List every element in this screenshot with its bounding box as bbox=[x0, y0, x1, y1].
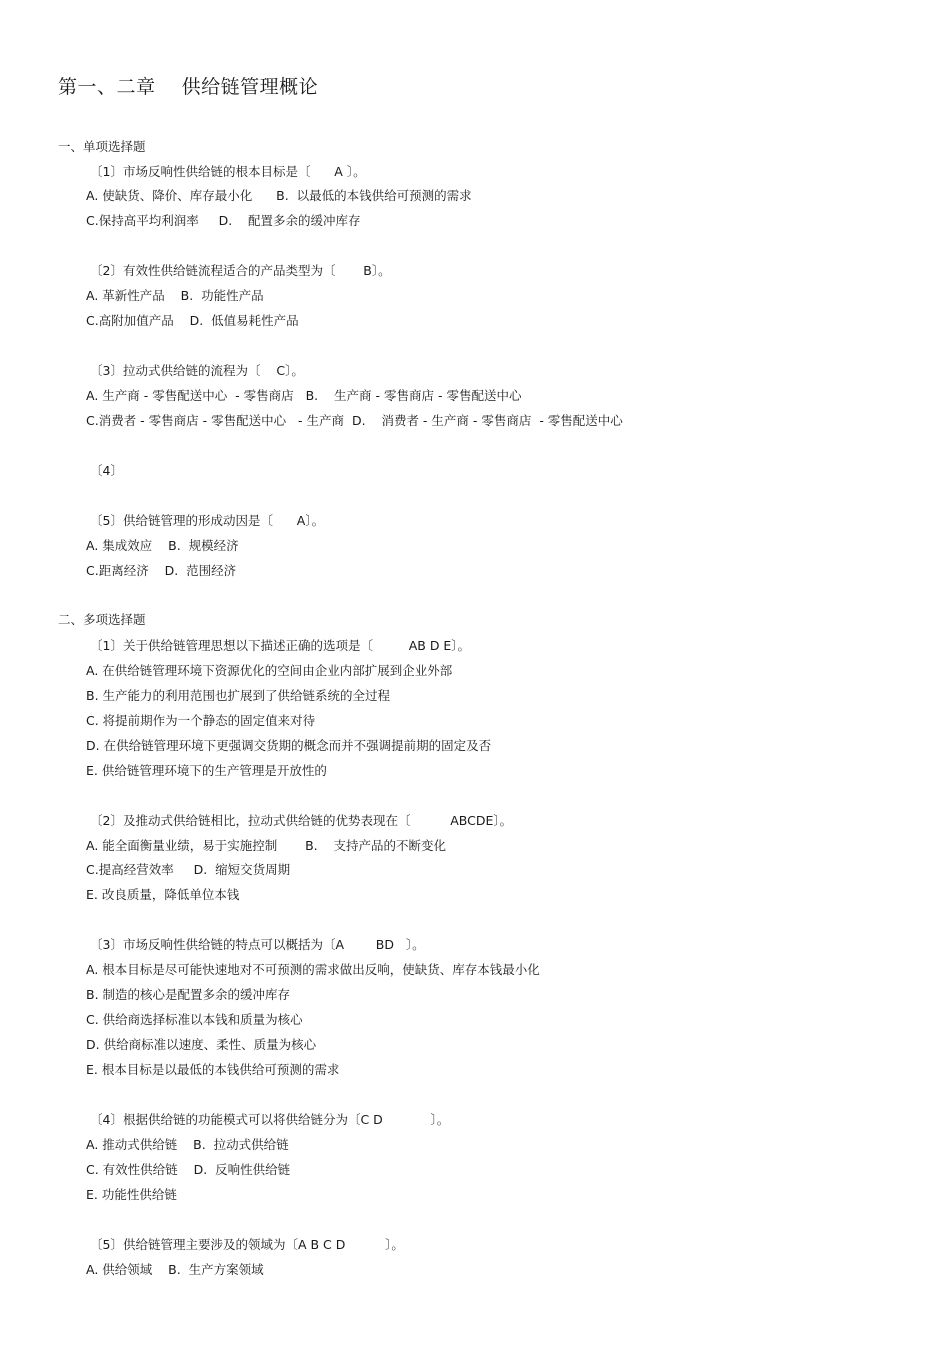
question-stem: 〔3〕拉动式供给链的流程为〔 C〕。 bbox=[90, 363, 304, 378]
question-stem: 〔4〕根据供给链的功能模式可以将供给链分为〔C D 〕。 bbox=[90, 1112, 450, 1127]
question-option: A. 供给领域 B. 生产方案领域 bbox=[86, 1262, 264, 1277]
question-option: C. 供给商选择标准以本钱和质量为核心 bbox=[86, 1012, 303, 1027]
page-title: 第一、二章 供给链管理概论 bbox=[58, 76, 319, 98]
question-stem: 〔2〕及推动式供给链相比，拉动式供给链的优势表现在〔 ABCDE〕。 bbox=[90, 813, 513, 828]
question-option: A. 根本目标是尽可能快速地对不可预测的需求做出反响，使缺货、库存本钱最小化 bbox=[86, 962, 540, 977]
question-option: C.距离经济 D. 范围经济 bbox=[86, 563, 237, 578]
question-option: A. 能全面衡量业绩，易于实施控制 B. 支持产品的不断变化 bbox=[86, 838, 447, 853]
question-stem: 〔2〕有效性供给链流程适合的产品类型为〔 B〕。 bbox=[90, 263, 391, 278]
section-heading-single-choice: 一、单项选择题 bbox=[58, 139, 146, 154]
question-stem: 〔1〕关于供给链管理思想以下描述正确的选项是〔 AB D E〕。 bbox=[90, 638, 471, 653]
question-option: C.消费者 - 零售商店 - 零售配送中心 - 生产商 D. 消费者 - 生产商 - 零售商店 - 零售配送中心 bbox=[86, 413, 623, 428]
question-option: E. 根本目标是以最低的本钱供给可预测的需求 bbox=[86, 1062, 340, 1077]
section-heading-multiple-choice: 二、多项选择题 bbox=[58, 612, 146, 627]
question-option: C.高附加值产品 D. 低值易耗性产品 bbox=[86, 313, 299, 328]
question-option: A. 生产商 - 零售配送中心 - 零售商店 B. 生产商 - 零售商店 - 零售配送中心 bbox=[86, 388, 522, 403]
question-option: B. 生产能力的利用范围也扩展到了供给链系统的全过程 bbox=[86, 688, 391, 703]
question-stem: 〔4〕 bbox=[90, 463, 123, 478]
question-stem: 〔5〕供给链管理的形成动因是〔 A〕。 bbox=[90, 513, 325, 528]
question-option: C.提高经营效率 D. 缩短交货周期 bbox=[86, 862, 291, 877]
question-option: A. 推动式供给链 B. 拉动式供给链 bbox=[86, 1137, 289, 1152]
question-option: C. 将提前期作为一个静态的固定值来对待 bbox=[86, 713, 316, 728]
question-option: A. 集成效应 B. 规模经济 bbox=[86, 538, 239, 553]
question-option: D. 供给商标准以速度、柔性、质量为核心 bbox=[86, 1037, 317, 1052]
question-option: E. 供给链管理环境下的生产管理是开放性的 bbox=[86, 763, 327, 778]
question-option: E. 改良质量，降低单位本钱 bbox=[86, 887, 240, 902]
question-stem: 〔1〕市场反响性供给链的根本目标是〔 A 〕。 bbox=[90, 164, 366, 179]
question-option: A. 在供给链管理环境下资源优化的空间由企业内部扩展到企业外部 bbox=[86, 663, 453, 678]
question-stem: 〔3〕市场反响性供给链的特点可以概括为〔A BD 〕。 bbox=[90, 937, 425, 952]
question-option: E. 功能性供给链 bbox=[86, 1187, 177, 1202]
question-option: D. 在供给链管理环境下更强调交货期的概念而并不强调提前期的固定及否 bbox=[86, 738, 492, 753]
question-option: B. 制造的核心是配置多余的缓冲库存 bbox=[86, 987, 291, 1002]
question-option: C.保持高平均利润率 D. 配置多余的缓冲库存 bbox=[86, 213, 361, 228]
question-option: C. 有效性供给链 D. 反响性供给链 bbox=[86, 1162, 291, 1177]
question-stem: 〔5〕供给链管理主要涉及的领域为〔A B C D 〕。 bbox=[90, 1237, 404, 1252]
question-option: A. 使缺货、降价、库存最小化 B. 以最低的本钱供给可预测的需求 bbox=[86, 188, 472, 203]
question-option: A. 革新性产品 B. 功能性产品 bbox=[86, 288, 264, 303]
